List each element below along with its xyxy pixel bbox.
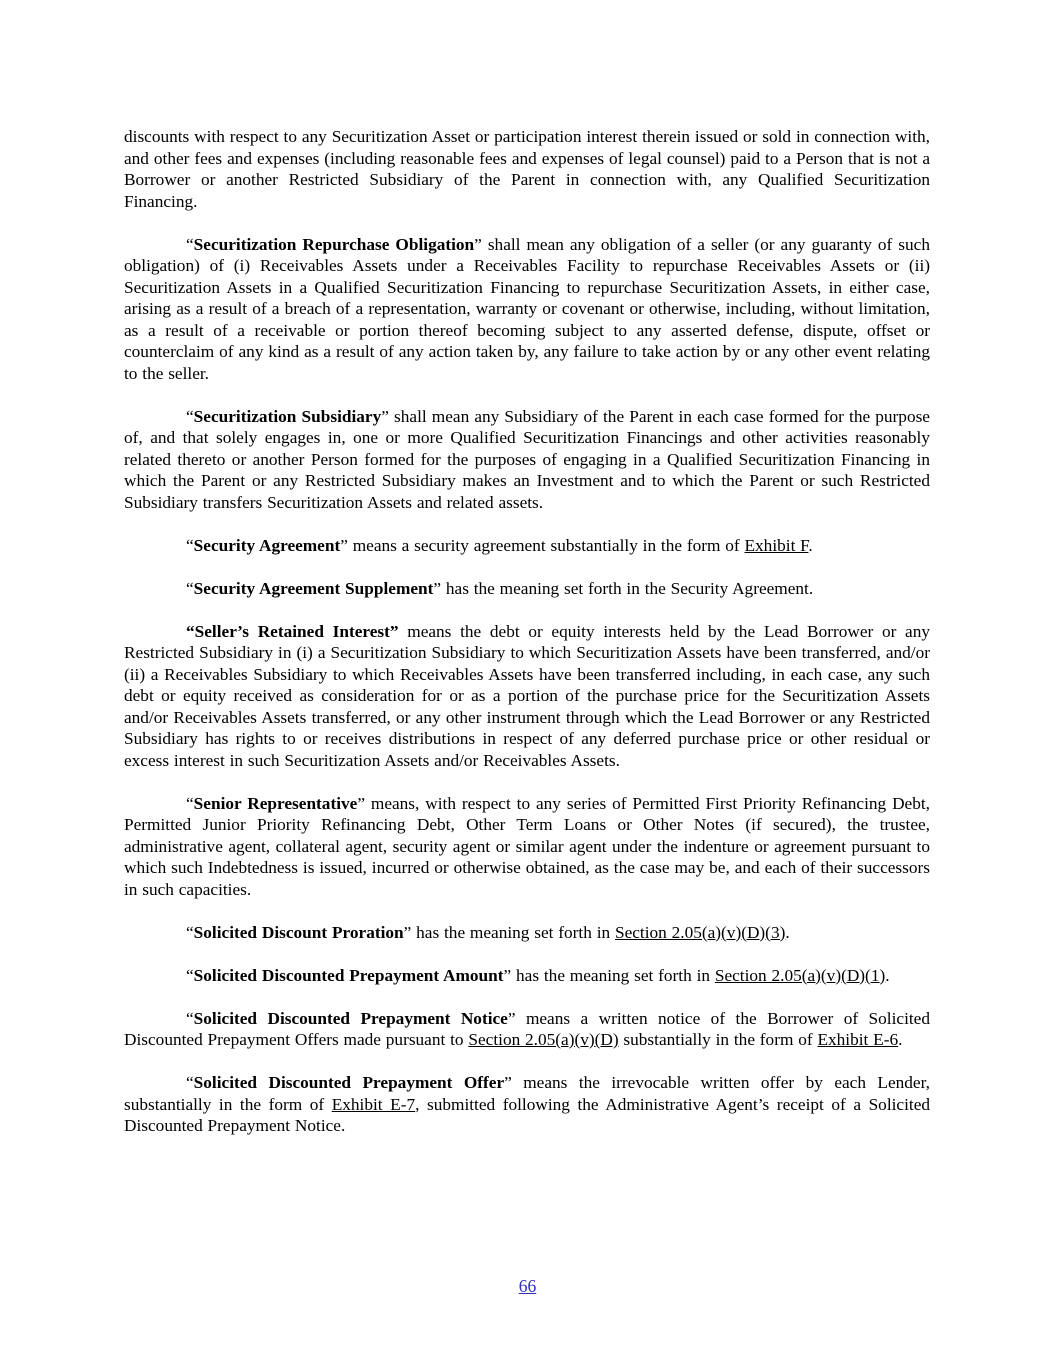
page-footer <box>0 1276 1055 1298</box>
text-run: . <box>885 965 890 985</box>
def-security-agreement <box>124 535 930 557</box>
def-solicited-discounted-prepayment-notice <box>124 1008 930 1051</box>
text-run: ” shall mean any Subsidiary of the Parent in each case formed for the purpose of, and that solely engages in, one or more Qualified Securitization Financings and other activities reasonably related thereto or another Person formed for the purposes of engaging in a Qualified Securitization Financing in which the Parent or any Restricted Subsidiary makes an Investment and to which the Parent or such Restricted Subsidiary transfers Securitization Assets and related assets. <box>124 406 930 512</box>
def-security-agreement-supplement <box>124 578 930 600</box>
text-run: “ <box>186 793 194 813</box>
text-run: , submitted following the Administrative Agent’s receipt of a Solicited Discounted Prepayment Notice. <box>124 1094 931 1135</box>
defined-term: Solicited Discounted Prepayment Amount <box>193 965 504 985</box>
def-solicited-discount-proration <box>124 922 930 944</box>
text-run: “ <box>186 578 194 598</box>
def-solicited-discounted-prepayment-offer <box>124 1072 930 1137</box>
defined-term: Security Agreement <box>193 535 341 555</box>
defined-term: Solicited Discounted Prepayment Notice <box>193 1008 508 1028</box>
text-run: ” has the meaning set forth in <box>403 922 615 942</box>
def-senior-representative <box>124 793 930 901</box>
text-run: “ <box>186 406 194 426</box>
text-run: ” means the irrevocable written offer by each Lender, substantially in the form of <box>124 1073 930 1114</box>
defined-term: “Seller’s Retained Interest” <box>186 621 399 641</box>
text-run: “ <box>186 535 194 555</box>
text-run: “ <box>186 234 194 254</box>
defined-term: Senior Representative <box>193 793 358 813</box>
text-run: “ <box>186 1073 194 1092</box>
definitions-text <box>124 126 930 1158</box>
text-run: ” means a security agreement substantially in the form of <box>340 535 745 555</box>
exhibit-e-7-link[interactable]: Exhibit E-7 <box>331 1094 416 1114</box>
text-run: ” means a written notice of the Borrower of Solicited Discounted Prepayment Offers made pursuant to <box>124 1008 930 1049</box>
defined-term: Security Agreement Supplement <box>193 578 434 598</box>
text-run: . <box>785 922 790 942</box>
defined-term: Solicited Discount Proration <box>193 922 404 942</box>
section-2-05-a-v-d-3-link[interactable]: Section 2.05(a)(v)(D)(3) <box>614 922 786 942</box>
defined-term: Solicited Discounted Prepayment Offer <box>193 1073 505 1092</box>
text-run: ” shall mean any obligation of a seller (or any guaranty of such obligation) of (i) Receivables Assets under a Receivables Facility to repurchase Receivables Assets or (ii) Securitization Assets in a Qualified Securitization Financing to repurchase Securitization Assets, in either case, arising as a result of a breach of a representation, warranty or covenant or otherwise, including, without limitation, as a result of a receivable or portion thereof becoming subject to any asserted defense, dispute, offset or counterclaim of any kind as a result of any action taken by, any failure to take action by or any other event relating to the seller. <box>124 234 930 383</box>
exhibit-f-link[interactable]: Exhibit F <box>744 535 809 555</box>
text-run: means the debt or equity interests held by the Lead Borrower or any Restricted Subsidiary in (i) a Securitization Subsidiary to which Securitization Assets have been transferred, and/or (ii) a Receivables Subsidiary to which Receivables Assets have been transferred including, in each case, any such debt or equity received as consideration for or as a portion of the purchase price for the Securitization Assets and/or Receivables Assets transferred, or any other instrument through which the Lead Borrower or any Restricted Subsidiary has rights to or receives distributions in respect of any deferred purchase price or other residual or excess interest in such Securitization Assets and/or Receivables Assets. <box>124 621 930 770</box>
para-continuation-qualified-securitization-financing <box>124 126 930 212</box>
exhibit-e-6-link[interactable]: Exhibit E-6 <box>817 1030 899 1049</box>
text-run: substantially in the form of <box>618 1030 818 1049</box>
text-run: . <box>808 535 813 555</box>
defined-term: Securitization Repurchase Obligation <box>193 234 475 254</box>
text-run: “ <box>186 922 194 942</box>
def-sellers-retained-interest <box>124 621 930 772</box>
def-securitization-subsidiary <box>124 406 930 514</box>
def-solicited-discounted-prepayment-amount <box>124 965 930 987</box>
section-2-05-a-v-d-1-link[interactable]: Section 2.05(a)(v)(D)(1) <box>714 965 886 985</box>
page-number-link[interactable]: 66 <box>518 1276 537 1296</box>
section-2-05-a-v-d-link[interactable]: Section 2.05(a)(v)(D) <box>468 1030 619 1049</box>
text-run: “ <box>186 965 194 985</box>
text-run: “ <box>186 1008 194 1028</box>
text-run: ” has the meaning set forth in the Security Agreement. <box>433 578 814 598</box>
text-run: ” means, with respect to any series of Permitted First Priority Refinancing Debt, Permitted Junior Priority Refinancing Debt, Other Term Loans or Other Notes (if secured), the trustee, administrative agent, collateral agent, security agent or similar agent under the indenture or agreement pursuant to which such Indebtedness is issued, incurred or otherwise obtained, as the case may be, and each of their successors in such capacities. <box>124 793 930 899</box>
text-run: ” has the meaning set forth in <box>503 965 715 985</box>
def-securitization-repurchase-obligation <box>124 234 930 385</box>
text-run: discounts with respect to any Securitization Asset or participation interest therein issued or sold in connection with, and other fees and expenses (including reasonable fees and expenses of legal counsel) paid to a Person that is not a Borrower or another Restricted Subsidiary of the Parent in connection with, any Qualified Securitization Financing. <box>124 127 930 211</box>
defined-term: Securitization Subsidiary <box>193 406 382 426</box>
text-run: . <box>898 1030 903 1049</box>
